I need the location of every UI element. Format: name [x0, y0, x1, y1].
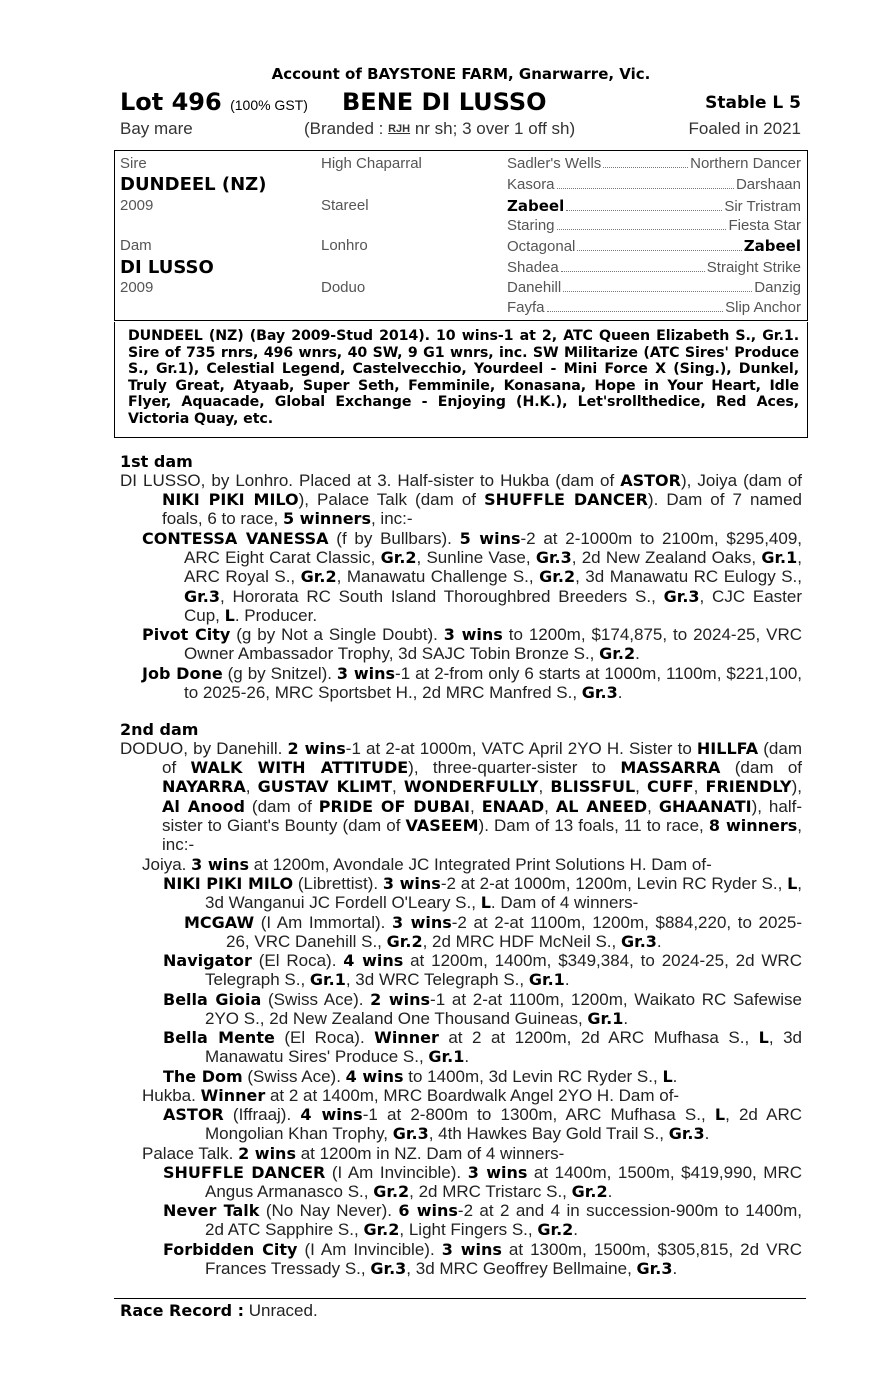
lot-subheader	[120, 119, 801, 139]
g3-entry	[507, 155, 801, 172]
gst-note: (100% GST)	[230, 97, 308, 113]
g3-damsire: Fiesta Star	[728, 217, 801, 234]
progeny-entry: CONTESSA VANESSA (f by Bullbars). 5 wins-2 at 2-1000m to 2100m, $295,409, ARC Eight Carat Classic, Gr.2, Sunline Vase, Gr.3, 2d New Zealand Oaks, Gr.1, ARC Royal S., Gr.2, Manawatu Challenge S., Gr.2, 3d Manawatu RC Eulogy S., Gr.3, Hororata RC South Island Thoroughbred Breeders S., Gr.3, CJC Easter Cup, L. Producer.	[142, 529, 802, 625]
stable-location: Stable L 5	[705, 93, 801, 113]
divider	[114, 1298, 806, 1299]
progeny-entry: Hukba. Winner at 2 at 1400m, MRC Boardwalk Angel 2YO H. Dam of-	[142, 1086, 680, 1105]
brand-suffix: nr sh; 3 over 1 off sh)	[410, 119, 576, 138]
g3-sire: Sadler's Wells	[507, 155, 602, 172]
first-dam-heading: 1st dam	[120, 452, 193, 471]
g3-damsire: Slip Anchor	[725, 299, 801, 316]
progeny-entry: Navigator (El Roca). 4 wins at 1200m, 1400m, $349,384, to 2024-25, 2d WRC Telegraph S., Gr.1, 3d WRC Telegraph S., Gr.1.	[163, 951, 802, 990]
pedigree-row	[115, 259, 805, 279]
g3-sire: Staring	[507, 217, 555, 234]
sire-summary: DUNDEEL (NZ) (Bay 2009-Stud 2014). 10 wins-1 at 2, ATC Queen Elizabeth S., Gr.1. Sire of 735 rnrs, 496 wnrs, 40 SW, 9 G1 wnrs, inc. SW Militarize (ATC Sires' Produce S., Gr.1), Celestial Legend, Castelvecchio, Yourdeel - Mini Force X (Sing.), Dunkel, Truly Great, Atyaab, Super Seth, Femminile, Konasana, Hope in Your Heart, Idle Flyer, Aquacade, Global Exchange - Enjoying (H.K.), Let'srollthedice, Red Aces, Victoria Quay, etc.	[128, 328, 799, 427]
progeny-entry: Job Done (g by Snitzel). 3 wins-1 at 2-from only 6 starts at 1000m, 1100m, $221,100, to 2025-26, MRC Sportsbet H., 2d MRC Manfred S., Gr.3.	[142, 664, 803, 703]
progeny-entry: Bella Gioia (Swiss Ace). 2 wins-1 at 2-at 1100m, 1200m, Waikato RC Safewise 2YO S., 2d New Zealand One Thousand Guineas, Gr.1.	[163, 990, 803, 1029]
progeny-entry: NIKI PIKI MILO (Librettist). 3 wins-2 at 2-at 1000m, 1200m, Levin RC Ryder S., L, 3d Wanganui JC Fordell O'Leary S., L. Dam of 4 winners-	[163, 874, 803, 913]
lot-number	[120, 88, 308, 116]
brand-prefix: (Branded :	[304, 119, 389, 138]
progeny-entry: Palace Talk. 2 wins at 1200m in NZ. Dam of 4 winners-	[142, 1144, 565, 1163]
pedigree-row	[115, 197, 805, 217]
g3-entry	[507, 259, 801, 276]
foaled-year: Foaled in 2021	[688, 119, 801, 138]
race-record-label: Race Record :	[120, 1301, 244, 1320]
g3-damsire: Sir Tristram	[724, 198, 801, 215]
g3-entry	[507, 176, 801, 193]
race-record-value: Unraced.	[243, 1301, 318, 1320]
g3-sire: Fayfa	[507, 299, 545, 316]
colour-sex: Bay mare	[120, 119, 193, 138]
g3-entry	[507, 237, 801, 255]
brand-rjh: RJH	[388, 123, 411, 135]
progeny-entry: SHUFFLE DANCER (I Am Invincible). 3 wins at 1400m, 1500m, $419,990, MRC Angus Armanasco S., Gr.2, 2d MRC Tristarc S., Gr.2.	[163, 1163, 802, 1202]
g3-entry	[507, 197, 801, 215]
sire-label: Sire	[120, 155, 147, 172]
first-dam-summary: DI LUSSO, by Lonhro. Placed at 3. Half-sister to Hukba (dam of ASTOR), Joiya (dam of NIKI PIKI MILO), Palace Talk (dam of SHUFFLE DANCER). Dam of 7 named foals, 6 to race, 5 winners, inc:-	[120, 471, 803, 529]
second-dam-summary: DODUO, by Danehill. 2 wins-1 at 2-at 1000m, VATC April 2YO H. Sister to HILLFA (dam of WALK WITH ATTITUDE), three-quarter-sister to MASSARRA (dam of NAYARRA, GUSTAV KLIMT, WONDERFULLY, BLISSFUL, CUFF, FRIENDLY), Al Anood (dam of PRIDE OF DUBAI, ENAAD, AL ANEED, GHAANATI), half-sister to Giant's Bounty (dam of VASEEM). Dam of 13 foals, 11 to race, 8 winners, inc:-	[120, 739, 803, 855]
dam-name: DI LUSSO	[120, 257, 214, 278]
grandsire-paternal: High Chaparral	[321, 155, 422, 172]
progeny-entry: The Dom (Swiss Ace). 4 wins to 1400m, 3d Levin RC Ryder S., L.	[163, 1067, 678, 1086]
progeny-entry: Joiya. 3 wins at 1200m, Avondale JC Integrated Print Solutions H. Dam of-	[142, 855, 712, 874]
granddam-maternal: Doduo	[321, 279, 366, 296]
progeny-entry: Forbidden City (I Am Invincible). 3 wins at 1300m, 1500m, $305,815, 2d VRC Frances Tressady S., Gr.3, 3d MRC Geoffrey Bellmaine, Gr.3.	[163, 1240, 803, 1279]
pedigree-row	[115, 217, 805, 237]
pedigree-row	[115, 299, 805, 319]
progeny-entry: Bella Mente (El Roca). Winner at 2 at 1200m, 2d ARC Mufhasa S., L, 3d Manawatu Sires' Produce S., Gr.1.	[163, 1028, 803, 1067]
horse-name: BENE DI LUSSO	[342, 88, 547, 116]
pedigree-table	[114, 150, 808, 321]
g3-sire: Zabeel	[507, 197, 565, 215]
g3-sire: Kasora	[507, 176, 555, 193]
g3-damsire: Zabeel	[743, 237, 801, 255]
sire-summary-box	[114, 322, 808, 438]
g3-sire: Shadea	[507, 259, 559, 276]
sire-name: DUNDEEL (NZ)	[120, 174, 267, 195]
g3-damsire: Northern Dancer	[690, 155, 801, 172]
progeny-entry: Never Talk (No Nay Never). 6 wins-2 at 2 and 4 in succession-900m to 1400m, 2d ATC Sapphire S., Gr.2, Light Fingers S., Gr.2.	[163, 1201, 803, 1240]
granddam-paternal: Stareel	[321, 197, 369, 214]
dam-label: Dam	[120, 237, 152, 254]
progeny-entry: MCGAW (I Am Immortal). 3 wins-2 at 2-at 1100m, 1200m, $884,220, to 2025-26, VRC Danehill S., Gr.2, 2d MRC HDF McNeil S., Gr.3.	[184, 913, 802, 952]
g3-entry	[507, 279, 801, 296]
g3-sire: Danehill	[507, 279, 562, 296]
lot-label: Lot 496	[120, 88, 222, 116]
g3-damsire: Straight Strike	[706, 259, 801, 276]
lot-header	[120, 88, 801, 118]
progeny-entry: ASTOR (Iffraaj). 4 wins-1 at 2-800m to 1300m, ARC Mufhasa S., L, 2d ARC Mongolian Khan Trophy, Gr.3, 4th Hawkes Bay Gold Trail S., Gr.3.	[163, 1105, 802, 1144]
dam-year: 2009	[120, 279, 154, 296]
sire-year: 2009	[120, 197, 154, 214]
g3-damsire: Darshaan	[735, 176, 801, 193]
pedigree-row	[115, 237, 805, 257]
race-record	[120, 1301, 318, 1321]
pedigree-row	[115, 176, 805, 196]
g3-entry	[507, 299, 801, 316]
vendor-account: Account of BAYSTONE FARM, Gnarwarre, Vic.	[271, 65, 651, 83]
grandsire-maternal: Lonhro	[321, 237, 368, 254]
g3-sire: Octagonal	[507, 238, 576, 255]
brand-info	[304, 119, 575, 139]
progeny-entry: Pivot City (g by Not a Single Doubt). 3 wins to 1200m, $174,875, to 2024-25, VRC Owner Ambassador Trophy, 3d SAJC Tobin Bronze S., Gr.2.	[142, 625, 803, 664]
second-dam-heading: 2nd dam	[120, 720, 199, 739]
g3-damsire: Danzig	[754, 279, 801, 296]
pedigree-row	[115, 155, 805, 175]
pedigree-row	[115, 279, 805, 299]
g3-entry	[507, 217, 801, 234]
